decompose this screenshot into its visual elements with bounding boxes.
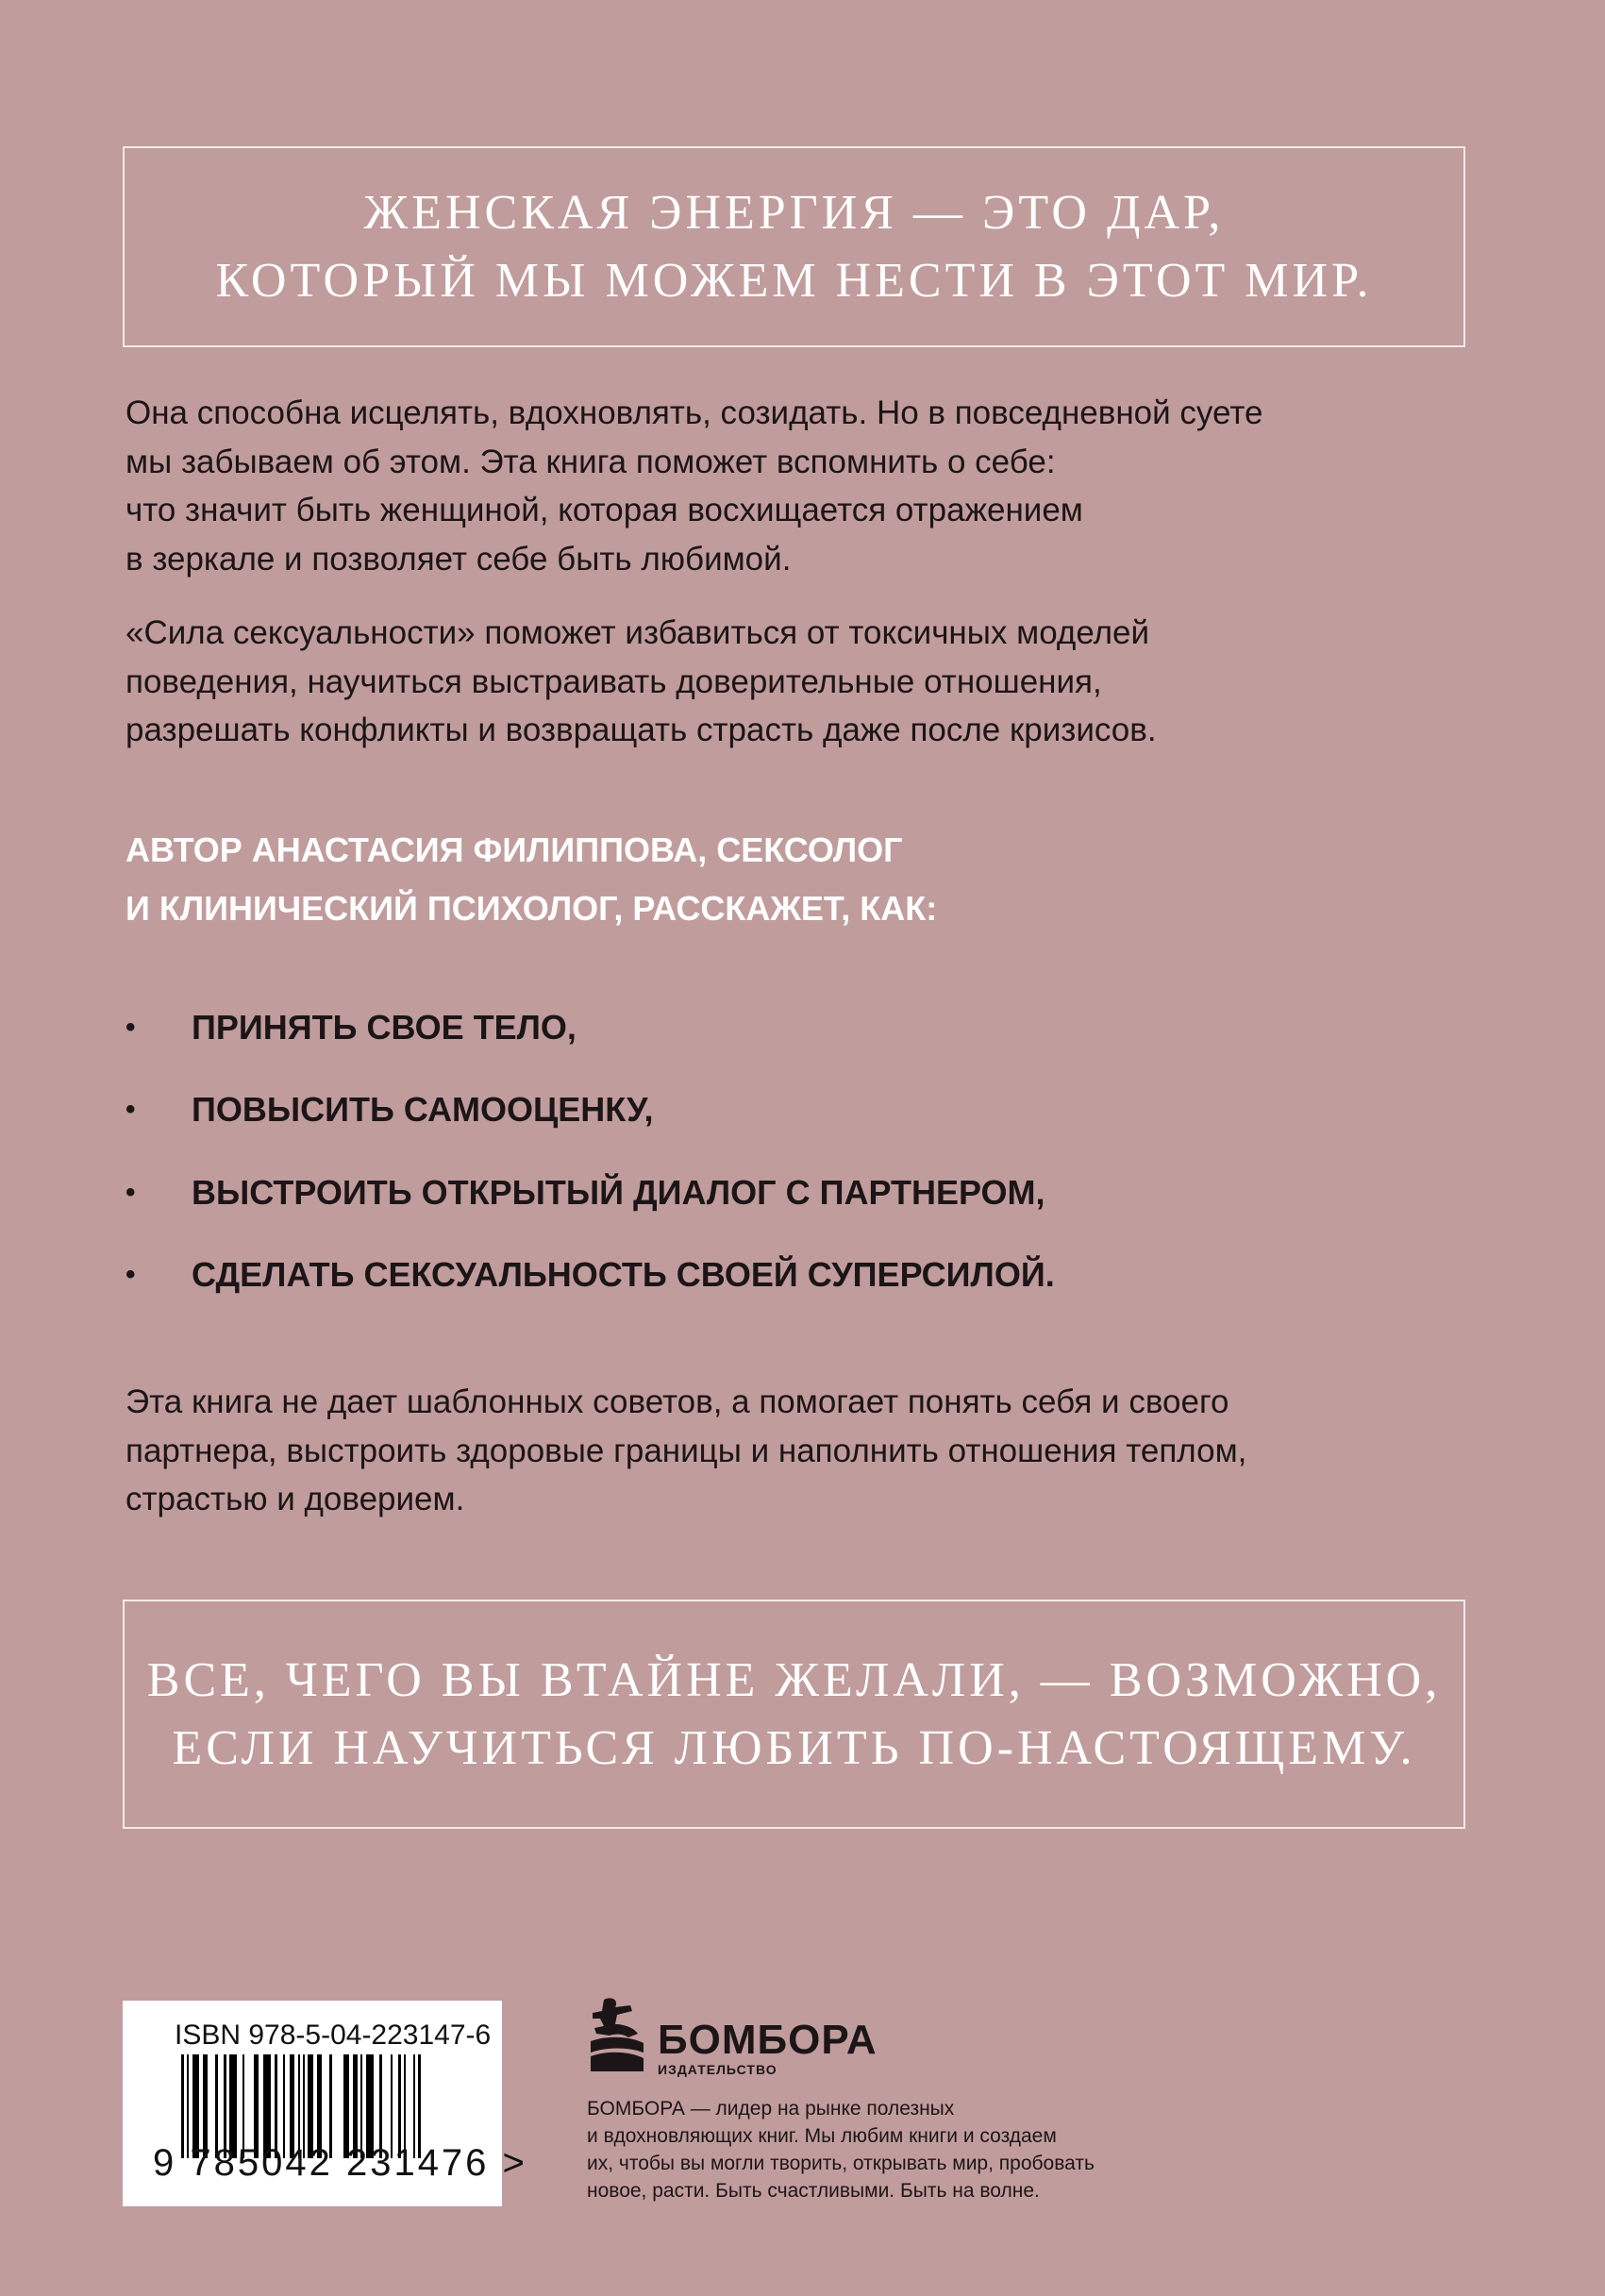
bullet-icon: •	[125, 1011, 136, 1043]
list-item-text: ПРИНЯТЬ СВОЕ ТЕЛО,	[192, 1007, 577, 1047]
text-line: Она способна исцелять, вдохновлять, созидать. Но в повседневной суете	[125, 394, 1263, 431]
text-line: партнера, выстроить здоровые границы и наполнить отношения теплом,	[125, 1432, 1247, 1469]
text-line: новое, расти. Быть счастливыми. Быть на волне.	[587, 2180, 1040, 2202]
text-line: БОМБОРА — лидер на рынке полезных	[587, 2098, 955, 2120]
list-item-text: ВЫСТРОИТЬ ОТКРЫТЫЙ ДИАЛОГ С ПАРТНЕРОМ,	[192, 1172, 1045, 1212]
author-heading	[125, 821, 937, 938]
list-item-text: ПОВЫСИТЬ САМООЦЕНКУ,	[192, 1090, 654, 1130]
bottom-quote-line: ЕСЛИ НАУЧИТЬСЯ ЛЮБИТЬ ПО-НАСТОЯЩЕМУ.	[172, 1720, 1416, 1775]
heading-line: И КЛИНИЧЕСКИЙ ПСИХОЛОГ, РАССКАЖЕТ, КАК:	[125, 889, 938, 928]
bullet-list	[125, 986, 1055, 1316]
top-quote-line: ЖЕНСКАЯ ЭНЕРГИЯ — ЭТО ДАР,	[363, 185, 1225, 240]
top-quote-line: КОТОРЫЙ МЫ МОЖЕМ НЕСТИ В ЭТОТ МИР.	[215, 253, 1373, 308]
bullet-icon: •	[125, 1176, 136, 1208]
intro-paragraph-1	[125, 389, 1262, 583]
heading-line: АВТОР АНАСТАСИЯ ФИЛИППОВА, СЕКСОЛОГ	[125, 830, 903, 869]
closing-paragraph	[125, 1378, 1246, 1524]
text-line: в зеркале и позволяет себе быть любимой.	[125, 540, 792, 578]
list-item	[125, 1069, 1055, 1152]
text-line: что значит быть женщиной, которая восхищается отражением	[125, 492, 1083, 528]
list-item	[125, 1151, 1055, 1234]
bullet-icon: •	[125, 1094, 136, 1126]
text-line: Эта книга не дает шаблонных советов, а помогает понять себя и своего	[125, 1383, 1229, 1420]
list-item-text: СДЕЛАТЬ СЕКСУАЛЬНОСТЬ СВОЕЙ СУПЕРСИЛОЙ.	[192, 1255, 1055, 1295]
text-line: разрешать конфликты и возвращать страсть даже после кризисов.	[125, 712, 1157, 748]
publisher-description	[587, 2095, 1095, 2204]
isbn-number: ISBN 978-5-04-223147-6	[175, 2019, 492, 2051]
text-line: страстью и доверием.	[125, 1481, 465, 1517]
text-line: их, чтобы вы могли творить, открывать мир, пробовать	[587, 2153, 1095, 2174]
text-line: поведения, научиться выстраивать доверительные отношения,	[125, 662, 1102, 700]
top-quote-box	[123, 146, 1465, 347]
isbn-barcode	[123, 2001, 527, 2206]
publisher-subtitle: ИЗДАТЕЛЬСТВО	[658, 2062, 777, 2077]
bullet-icon: •	[125, 1259, 136, 1291]
surfer-on-books-icon	[587, 1996, 644, 2073]
publisher-name: БОМБОРА	[658, 2017, 878, 2063]
list-item	[125, 1234, 1055, 1317]
text-line: «Сила сексуальности» поможет избавиться от токсичных моделей	[125, 614, 1150, 651]
intro-paragraph-2	[125, 609, 1157, 755]
text-line: мы забываем об этом. Эта книга поможет вспомнить о себе:	[125, 443, 1056, 480]
barcode-digits: 9 785042 231476 >	[153, 2142, 527, 2184]
bottom-quote-box	[123, 1600, 1465, 1829]
list-item	[125, 986, 1055, 1069]
text-line: и вдохновляющих книг. Мы любим книги и создаем	[587, 2125, 1057, 2147]
bottom-quote-line: ВСЕ, ЧЕГО ВЫ ВТАЙНЕ ЖЕЛАЛИ, — ВОЗМОЖНО,	[146, 1652, 1442, 1707]
